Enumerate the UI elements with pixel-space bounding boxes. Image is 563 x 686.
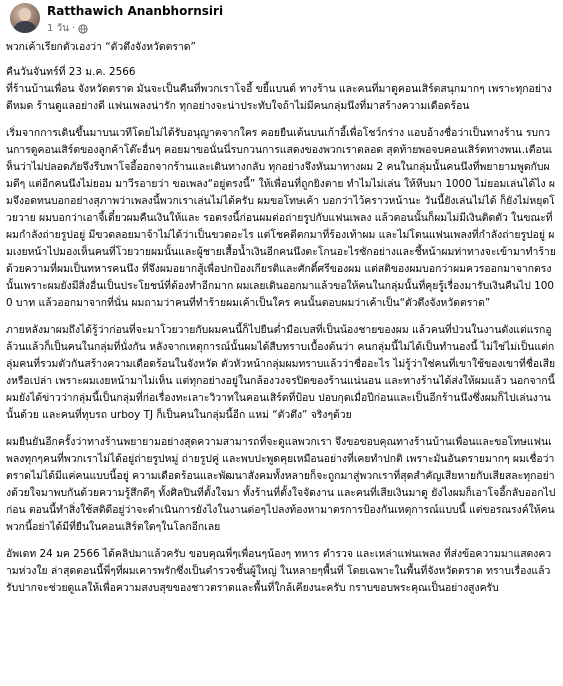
avatar[interactable] [10,3,40,33]
globe-icon[interactable] [78,24,88,34]
meta-separator: · [72,23,76,34]
avatar-body [14,21,36,33]
avatar-head [19,8,31,21]
post-headline: พวกเค้าเรียกตัวเองว่า “ตัวตึงจังหวัดตราด” [6,41,196,53]
post-paragraph: คืนวันจันทร์ที่ 23 ม.ค. 2566 ที่ร้านบ้านเพื่อน จังหวัดตราด มันจะเป็นคืนที่พวกเราโจอี้ ขยี้แบนด์ ทางร้าน และคนที่มาดูคอนเสิร์ตสนุกมากๆ เพราะทุกอย่างดีหมด ร้านดูแลอย่างดี แฟนเพลงน่ารัก ทุกอย่างจะน่าประทับใจถ้าไม่มีคนกลุ่มนึงที่มาสร้างความเดือดร้อน [6,66,552,112]
author-name[interactable]: Ratthawich Ananbhornsiri [47,4,224,18]
post-paragraph: เริ่มจากการเดินขึ้นมาบนเวทีโดยไม่ได้รับอนุญาตจากใคร คอยยืนเต้นบนเก้าอี้เพื่อโชว์กร่าง แอบอ้างชื่อว่าเป็นทางร้าน รบกวนการดูคอนเสิร์ตของลูกค้าโต๊ะอื่นๆ คอยมาขอนั่นนี่รบกวนการแสดงของพวกเราตลอด สุดท้ายพอจบคอนเสิร์ตทางพนเ.เตือนเห็นว่าไม่ปลอดภัยจึงรีบพาโจอี้ออกจากร้านและเดินทางกลับ ทุกอย่างจึงหันมาทางผม 2 คนในกลุ่มนั้นคนนึงที่พยายามพูดกับผมดีๆ แต่อีกคนนึงไม่ยอม มาวีรอายว่า ขอเพลง“อยู่ตรงนี้” ให้เพื่อนที่ถูกยิงตาย ทำไมไม่เล่น ให้หีบมา 1000 ไม่ยอมเล่นได้ไง ผมจึงอดทนบอกอย่างสุภาพว่าเพลงนี้พวกเราเล่นไม่ได้ครับ ผมขอโทษเค้า บอกว่าไว้คราวหน้านะ วันนี้ยังเล่นไม่ได้ ก็ยังไม่หยุดโวยวาย ผมบอกว่าเอาจี้เดี๋ยวผมคืนเงินให้และ รอตรงนี้ก่อนผมต่อถ่ายรูปกับแฟนเพลง แล้วตอนนั้นก็ผมไม่มีเงินติดตัว ในขณะที่ผมกำลังถ่ายรูปอยู่ มีขวดลอยมาจ้าไม่ได้ว่าเป็นขวดอะไร แต่โชคดีตกมาที่ร้องเท้าผม และไม่โดนแฟนเพลงที่กำลังถ่ายรูปอยู่ ผมเงยหน้าไปมองเห็นคนที่โวยวายผมนั้นและผู้ชายเสื้อน้ำเงินอีกคนนึงตะโกนอะไรซักอย่างและชี้หน้าผมท่าทางจะเข้ามาทำร้าย ด้วยความที่ผมเป็นทหารคนนึง ที่จึงผมอยากสู้เพื่อปกป้องเกียรติและศักดิ์ศรีของผม แต่สติของผมบอกว่าผมควรออกมาจากตรงนั้นเพราะผมยังมีสิ่งอื่นเป็นประโยชน์ที่ต้องทำอีกมาก ผมเลยเดินออกมาแล้วขอให้คนในกลุ่มนั้นที่คุยรู้เรื่องมารับเงินคืนไป 1000 บาท แล้วออกมาจากที่นั่น ผมถามว่าคนที่ทำร้ายผมเค้าเป็นใคร คนนั้นตอบผมว่าเค้าเป็น“ตัวตึงจังหวัดตราด” [6,127,556,309]
post-paragraph: ภายหลังมาผมถึงได้รู้ว่าก่อนที่จะมาโวยวายกับผมคนนี้ก็ไปยืนต่ำมือเบสที่เป็นน้องชายของผม แล้วคนที่ป่วนในงานดังแต่แรกอูล้วนแล้วก็เป็นคนในกลุ่มที่นั่งกัน หลังจากเหตุการณ์นั้นผมได้สืบทราบเบื้องต้นว่า คนกลุ่มนี้ไม่ได้เป็นทำนองนี้ ไม่ใช่ไม่เป็นแต่กลุ่มคนที่รวมตัวกันสร้างความเดือดร้อนในจังหวัด ตัวหัวหน้ากลุ่มผมทราบแล้วว่าชื่ออะไร ไม่รู้ว่าใช่คนที่เขาใช้ของเขาที่ชื่อเสียงหรือเปล่า เพราะผมเงยหน้ามาไม่เห็น แต่ทุกอย่างอยู่ในกล้องวงจรปิดของร้านแน่นอน และทางร้านได้ส่งให้ผมแล้ว นอกจากนี้ผมยังได้ข่าวว่ากลุ่มนี้เป็นกลุ่มที่ก่อเรื่องทะเลาะวิวาทในคอนเสิร์ตที่ป้อบ ปอบกุดเมื่อปีก่อนและเป็นอีกร้านนึงซึ่งผมก็ไปเล่นงานนั้นด้วย และคนที่ทุบรถ urboy TJ ก็เป็นคนในกลุ่มนี้อีก แหม่ “ตัวตึง” จริงๆด้วย [6,324,556,421]
post-paragraph: ผมยืนยันอีกครั้งว่าทางร้านพยายามอย่างสุดความสามารถที่จะดูแลพวกเรา จึงขอขอบคุณทางร้านบ้านเพื่อนและขอโทษแฟนเพลงทุกๆคนที่พวกเราไม่ได้อยู่ถ่ายรูปหมู่ ถ่ายรูปคู่ และพบปะพูดคุยเหมือนอย่างที่เคยทำปกติ เพราะมันอันตรายมากๆ ผมเชื่อว่าตราดไม่ได้มีแค่คนแบบนี้อยู่ ความเดือดร้อนและพัฒนาสังคมทั้งหลายก็จะถูกมาสู่พวกเราที่สุดสำคัญเสียหายกับเสียสละทุกอย่างด้วยใจมาพบกันด้วยความรู้สึกดีๆ ทั้งศิลปินที่ตั้งใจมา ทั้งร้านที่ตั้งใจจัดงาน และคนที่เสียเงินมาดู ยังไงผมก็เอาโจอี้กลับออกไปก่อน ตอนนี้ทำสิ่งใช้สติดีอยู่ว่าจะดำเนินการยังไงในงานต่อๆไปลงท้องหามาตรการป้องกันเหตุการณ์แบบนี้ แต่ขอรณรงค์ให้คนพวกนี้อย่าได้มีที่ยืนในคอนเสิร์ตใดๆในโลกอีกเลย [6,436,556,533]
post-header [6,0,555,40]
post-body [6,39,556,607]
post-paragraph: อัพเดท 24 มค 2566 ได้คลิปมาแล้วครับ ขอบคุณพี่ๆเพื่อนๆน้องๆ ทหาร ตำรวจ และเหล่าแฟนเพลง ที่ส่งข้อความมาแสดงความห่วงใย ล่าสุดตอนนี้พี่ๆที่ผมเคารพรักซึ่งเป็นตำรวจชั้นผู้ใหญ่ ในหลายๆพื้นที่ โดยเฉพาะในพื้นที่จังหวัดตราด ทราบเรื่องแล้ว รับปากจะช่วยดูแลให้เพื่อความสงบสุขของชาวตราดและพื้นที่ใกล้เคียงนะครับ กราบขอบพระคุณเป็นอย่างสูงครับ [6,548,552,594]
post-meta [47,21,88,36]
post-time[interactable]: 1 วัน [47,23,69,34]
